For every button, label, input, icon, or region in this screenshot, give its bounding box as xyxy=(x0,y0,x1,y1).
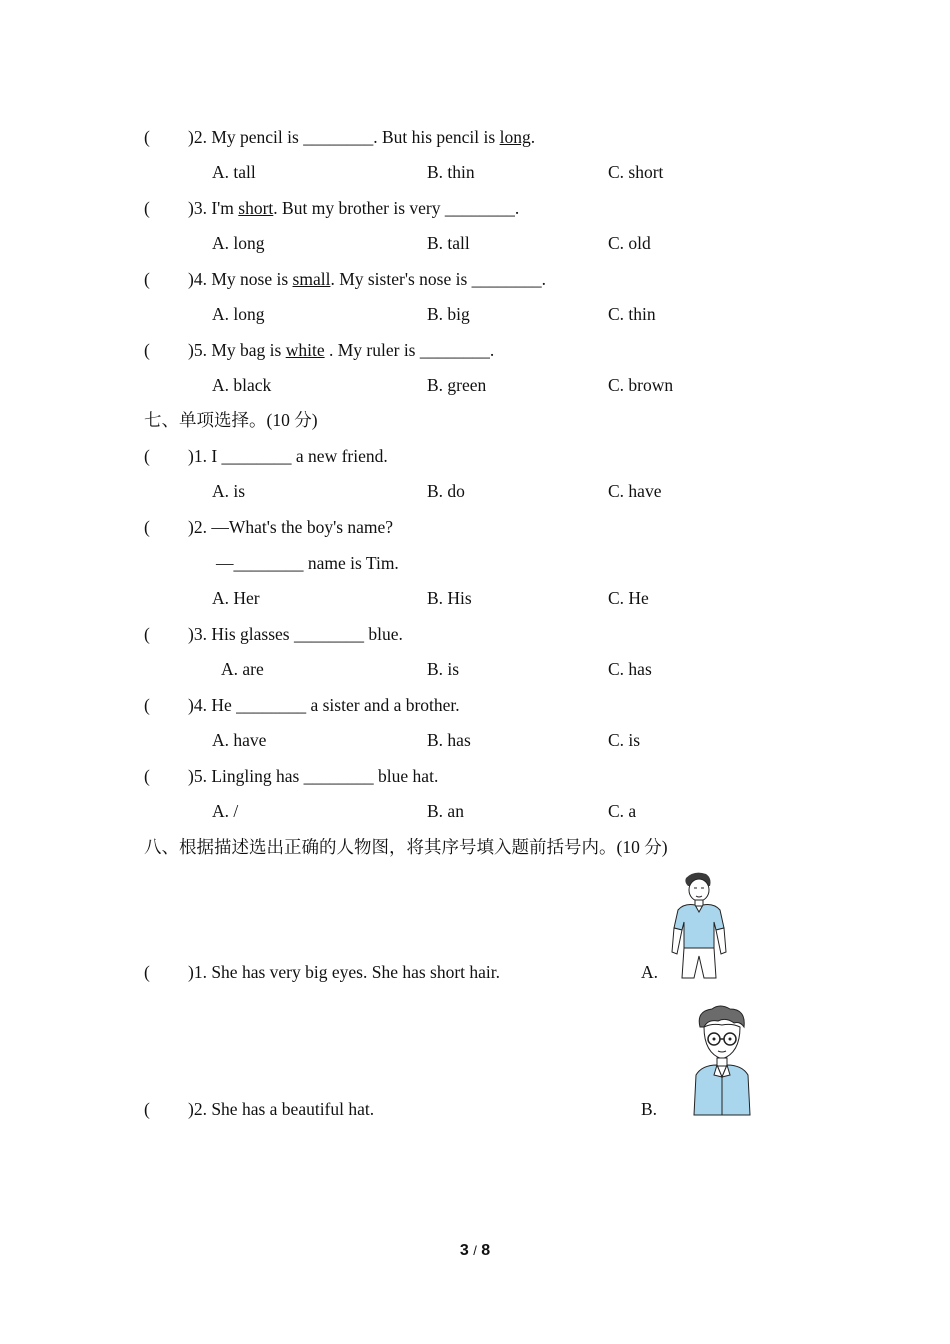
question-stem: )4. My nose is small. My sister's nose is ________. xyxy=(188,269,547,289)
current-page: 3 xyxy=(459,1242,469,1259)
answer-paren: ( xyxy=(144,624,150,644)
question-stem: )5. My bag is white . My ruler is ________. xyxy=(188,340,495,360)
option-b: B. is xyxy=(427,659,460,679)
boy-glasses-picture xyxy=(690,1005,754,1117)
option-c: C. short xyxy=(608,162,664,182)
option-c: C. have xyxy=(608,481,662,501)
answer-paren: ( xyxy=(144,269,150,289)
answer-paren: ( xyxy=(144,446,150,466)
option-b: B. an xyxy=(427,801,464,821)
man-tshirt-picture xyxy=(664,870,734,980)
option-c: C. is xyxy=(608,730,641,750)
answer-paren: ( xyxy=(144,1099,150,1119)
option-a: A. / xyxy=(212,801,239,821)
option-a: A. long xyxy=(212,304,265,324)
question-stem: )1. I ________ a new friend. xyxy=(188,446,388,466)
question-stem-line-2: —________ name is Tim. xyxy=(216,553,399,573)
option-a: A. Her xyxy=(212,588,260,608)
answer-paren: ( xyxy=(144,517,150,537)
answer-paren: ( xyxy=(144,340,150,360)
answer-paren: ( xyxy=(144,198,150,218)
option-a: A. tall xyxy=(212,162,256,182)
question-stem: )4. He ________ a sister and a brother. xyxy=(188,695,460,715)
option-b: B. has xyxy=(427,730,471,750)
option-c: C. old xyxy=(608,233,651,253)
answer-paren: ( xyxy=(144,127,150,147)
page-number xyxy=(0,1242,950,1260)
option-a: A. are xyxy=(221,659,264,679)
question-stem: )2. My pencil is ________. But his pencil is long. xyxy=(188,127,536,147)
question-stem: )3. His glasses ________ blue. xyxy=(188,624,403,644)
option-c: C. brown xyxy=(608,375,674,395)
question-stem: )3. I'm short. But my brother is very ________. xyxy=(188,198,520,218)
question-stem: )5. Lingling has ________ blue hat. xyxy=(188,766,439,786)
option-c: C. thin xyxy=(608,304,656,324)
option-b: B. thin xyxy=(427,162,475,182)
question-stem: )2. She has a beautiful hat. xyxy=(188,1099,375,1119)
option-a: A. long xyxy=(212,233,265,253)
question-stem: )2. —What's the boy's name? xyxy=(188,517,394,537)
page-separator: / xyxy=(473,1243,477,1258)
option-b: B. tall xyxy=(427,233,470,253)
option-b: B. green xyxy=(427,375,487,395)
option-c: C. has xyxy=(608,659,652,679)
option-a: A. black xyxy=(212,375,272,395)
option-a: A. have xyxy=(212,730,267,750)
section-title: 七、单项选择。(10 分) xyxy=(144,410,318,430)
picture-label-a: A. xyxy=(641,962,659,982)
option-a: A. is xyxy=(212,481,246,501)
option-c: C. He xyxy=(608,588,649,608)
total-pages: 8 xyxy=(481,1242,491,1259)
section-title: 八、根据描述选出正确的人物图，将其序号填入题前括号内。(10 分) xyxy=(144,837,668,857)
answer-paren: ( xyxy=(144,962,150,982)
answer-paren: ( xyxy=(144,766,150,786)
picture-label-b: B. xyxy=(641,1099,658,1119)
option-b: B. His xyxy=(427,588,472,608)
option-b: B. big xyxy=(427,304,470,324)
answer-paren: ( xyxy=(144,695,150,715)
option-b: B. do xyxy=(427,481,465,501)
option-c: C. a xyxy=(608,801,637,821)
question-stem: )1. She has very big eyes. She has short hair. xyxy=(188,962,501,982)
